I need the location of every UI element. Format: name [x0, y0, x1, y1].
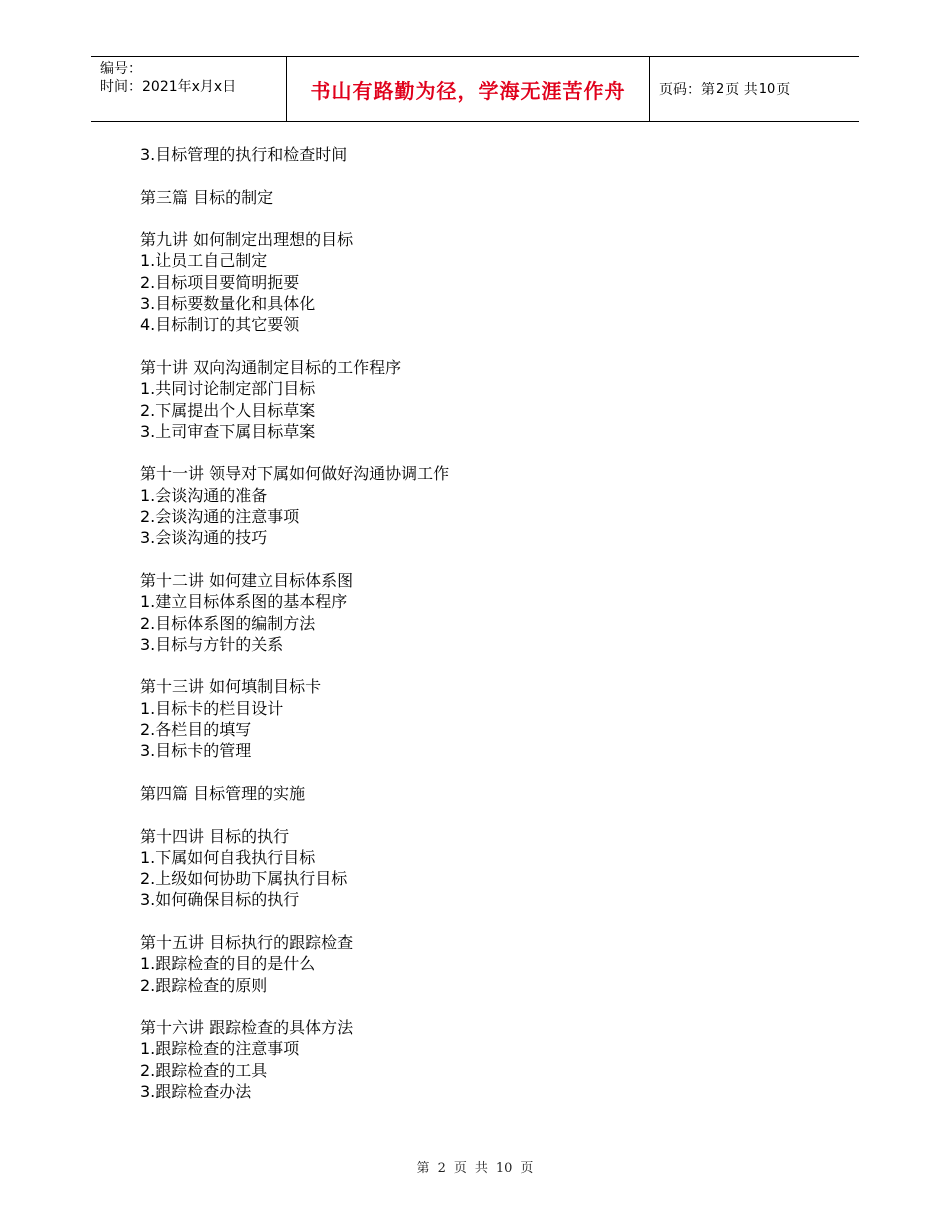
- text-line: 第九讲 如何制定出理想的目标: [140, 230, 354, 250]
- code-label: 编号：: [100, 61, 142, 77]
- text-line: 3.跟踪检查办法: [140, 1082, 252, 1102]
- text-line: 2.目标体系图的编制方法: [140, 613, 316, 633]
- header-motto-cell: [286, 57, 650, 121]
- header-meta: [91, 57, 286, 121]
- blank-line: [140, 762, 840, 783]
- footer-word-1: 第: [416, 1161, 430, 1176]
- text-line: 1.会谈沟通的准备: [140, 485, 268, 505]
- text-line: 第十五讲 目标执行的跟踪检查: [140, 932, 354, 952]
- text-line: 第十二讲 如何建立目标体系图: [140, 570, 354, 590]
- text-line: 1.跟踪检查的目的是什么: [140, 954, 316, 974]
- text-line: 4.目标制订的其它要领: [140, 315, 300, 335]
- page-suffix: 页: [776, 82, 791, 98]
- text-line: 2.下属提出个人目标草案: [140, 400, 316, 420]
- text-line: 第十三讲 如何填制目标卡: [140, 677, 322, 697]
- text-line: 3.上司审查下属目标草案: [140, 421, 316, 441]
- text-line: 3.目标卡的管理: [140, 741, 252, 761]
- text-line: 第十讲 双向沟通制定目标的工作程序: [140, 357, 402, 377]
- text-line: 2.会谈沟通的注意事项: [140, 507, 300, 527]
- text-line: 3.目标与方针的关系: [140, 634, 284, 654]
- text-line: 2.各栏目的填写: [140, 720, 252, 740]
- text-line: 3.目标要数量化和具体化: [140, 294, 316, 314]
- blank-line: [140, 911, 840, 932]
- text-line: 1.建立目标体系图的基本程序: [140, 592, 348, 612]
- text-line: 第十六讲 跟踪检查的具体方法: [140, 1018, 354, 1038]
- footer-total-pages: 10: [495, 1161, 513, 1176]
- text-line: 1.让员工自己制定: [140, 251, 268, 271]
- text-line: 1.下属如何自我执行目标: [140, 847, 316, 867]
- text-line: 1.目标卡的栏目设计: [140, 698, 284, 718]
- text-line: 3.如何确保目标的执行: [140, 890, 300, 910]
- page-footer: [0, 1157, 950, 1176]
- page-header: [91, 56, 859, 122]
- footer-current-page: 2: [437, 1161, 446, 1176]
- text-line: 第四篇 目标管理的实施: [140, 783, 306, 803]
- footer-word-2: 页: [453, 1161, 467, 1176]
- header-page-number: [659, 57, 859, 121]
- text-line: 第十四讲 目标的执行: [140, 826, 290, 846]
- blank-line: [140, 655, 840, 676]
- blank-line: [140, 442, 840, 463]
- blank-line: [140, 549, 840, 570]
- page-total: 10: [758, 81, 776, 97]
- footer-word-4: 页: [520, 1161, 534, 1176]
- text-line: 3.目标管理的执行和检查时间: [140, 145, 348, 164]
- text-line: 第十一讲 领导对下属如何做好沟通协调工作: [140, 464, 450, 484]
- text-line: 第三篇 目标的制定: [140, 187, 274, 207]
- text-line: 2.上级如何协助下属执行目标: [140, 869, 348, 889]
- blank-line: [140, 336, 840, 357]
- blank-line: [140, 996, 840, 1017]
- text-line: 3.会谈沟通的技巧: [140, 528, 268, 548]
- text-line: 2.跟踪检查的工具: [140, 1060, 268, 1080]
- page-current: 2: [716, 81, 725, 97]
- text-line: 1.共同讨论制定部门目标: [140, 379, 316, 399]
- time-label: 时间：2021年x月x日: [100, 79, 237, 95]
- document-body: [140, 144, 840, 1102]
- text-line: 2.目标项目要简明扼要: [140, 272, 300, 292]
- blank-line: [140, 804, 840, 825]
- page-mid: 页 共: [725, 82, 758, 98]
- footer-word-3: 共: [474, 1161, 488, 1176]
- blank-line: [140, 208, 840, 229]
- text-line: 1.跟踪检查的注意事项: [140, 1039, 300, 1059]
- blank-line: [140, 165, 840, 186]
- motto-text: 书山有路勤为径，学海无涯苦作舟: [310, 78, 626, 103]
- page-prefix: 页码：第: [659, 82, 715, 98]
- text-line: 2.跟踪检查的原则: [140, 975, 268, 995]
